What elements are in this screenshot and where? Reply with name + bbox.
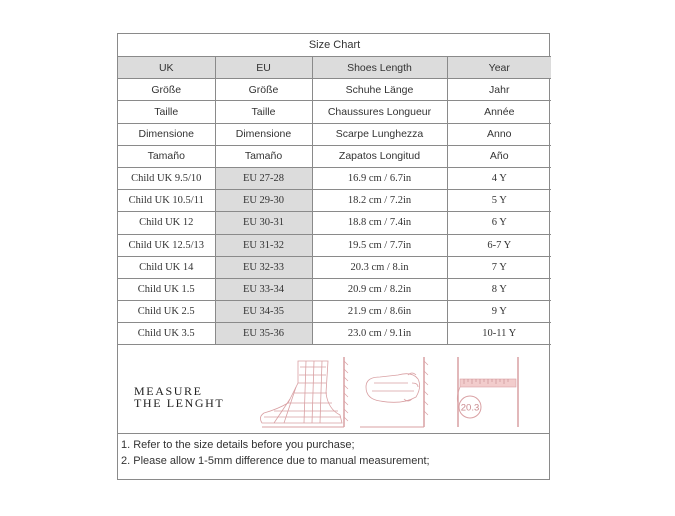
size-table — [118, 34, 551, 345]
table-cell: Child UK 14 — [118, 256, 215, 278]
table-cell: 18.8 cm / 7.4in — [312, 212, 447, 234]
note-1: 1. Refer to the size details before you purchase; — [121, 439, 355, 452]
measure-heading — [134, 385, 224, 409]
header-cell: Größe — [118, 79, 215, 101]
header-cell: Größe — [215, 79, 312, 101]
header-row — [118, 101, 551, 123]
table-cell: EU 33-34 — [215, 278, 312, 300]
table-cell: Child UK 12.5/13 — [118, 234, 215, 256]
table-cell: 20.3 cm / 8.in — [312, 256, 447, 278]
table-cell: 16.9 cm / 6.7in — [312, 167, 447, 189]
table-cell: 4 Y — [447, 167, 551, 189]
table-cell: 6 Y — [447, 212, 551, 234]
notes — [118, 434, 549, 479]
table-row — [118, 212, 551, 234]
header-cell: Année — [447, 101, 551, 123]
table-cell: 21.9 cm / 8.6in — [312, 301, 447, 323]
table-cell: Child UK 2.5 — [118, 301, 215, 323]
measure-heading-line1: MEASURE — [134, 384, 203, 399]
title-row — [118, 34, 551, 57]
table-cell: 20.9 cm / 8.2in — [312, 278, 447, 300]
table-cell: Child UK 12 — [118, 212, 215, 234]
table-cell: Child UK 9.5/10 — [118, 167, 215, 189]
header-cell: Year — [447, 57, 551, 79]
table-row — [118, 167, 551, 189]
header-cell: Tamaño — [215, 145, 312, 167]
table-cell: Child UK 1.5 — [118, 278, 215, 300]
table-cell: EU 27-28 — [215, 167, 312, 189]
header-cell: Tamaño — [118, 145, 215, 167]
table-cell: 23.0 cm / 9.1in — [312, 323, 447, 345]
header-row — [118, 79, 551, 101]
table-cell: 9 Y — [447, 301, 551, 323]
header-cell: Año — [447, 145, 551, 167]
header-cell: Schuhe Länge — [312, 79, 447, 101]
table-cell: EU 29-30 — [215, 190, 312, 212]
header-cell: Dimensione — [118, 123, 215, 145]
table-row — [118, 234, 551, 256]
table-row — [118, 323, 551, 345]
table-cell: 7 Y — [447, 256, 551, 278]
table-cell: EU 31-32 — [215, 234, 312, 256]
table-row — [118, 190, 551, 212]
table-cell: EU 32-33 — [215, 256, 312, 278]
header-row — [118, 145, 551, 167]
header-cell: Chaussures Longueur — [312, 101, 447, 123]
table-cell: 6-7 Y — [447, 234, 551, 256]
header-row — [118, 123, 551, 145]
table-cell: EU 30-31 — [215, 212, 312, 234]
note-2: 2. Please allow 1-5mm difference due to manual measurement; — [121, 454, 430, 467]
header-cell: Anno — [447, 123, 551, 145]
table-cell: 18.2 cm / 7.2in — [312, 190, 447, 212]
table-cell: Child UK 3.5 — [118, 323, 215, 345]
table-row — [118, 301, 551, 323]
chart-title: Size Chart — [118, 34, 551, 57]
size-chart — [117, 33, 550, 480]
ruler-value-text: 20.3 — [460, 402, 480, 414]
table-cell: EU 35-36 — [215, 323, 312, 345]
table-cell: 8 Y — [447, 278, 551, 300]
foot-measure-icon — [248, 353, 548, 433]
table-cell: 19.5 cm / 7.7in — [312, 234, 447, 256]
table-row — [118, 256, 551, 278]
header-cell: Shoes Length — [312, 57, 447, 79]
header-cell: EU — [215, 57, 312, 79]
header-cell: Zapatos Longitud — [312, 145, 447, 167]
measure-heading-line2: THE LENGHT — [134, 396, 225, 411]
table-row — [118, 278, 551, 300]
header-row — [118, 57, 551, 79]
header-cell: Scarpe Lunghezza — [312, 123, 447, 145]
header-cell: Taille — [215, 101, 312, 123]
table-cell: Child UK 10.5/11 — [118, 190, 215, 212]
header-cell: UK — [118, 57, 215, 79]
table-cell: 10-11 Y — [447, 323, 551, 345]
header-cell: Dimensione — [215, 123, 312, 145]
header-cell: Jahr — [447, 79, 551, 101]
table-cell: 5 Y — [447, 190, 551, 212]
measure-illustration — [118, 345, 549, 434]
header-cell: Taille — [118, 101, 215, 123]
table-cell: EU 34-35 — [215, 301, 312, 323]
